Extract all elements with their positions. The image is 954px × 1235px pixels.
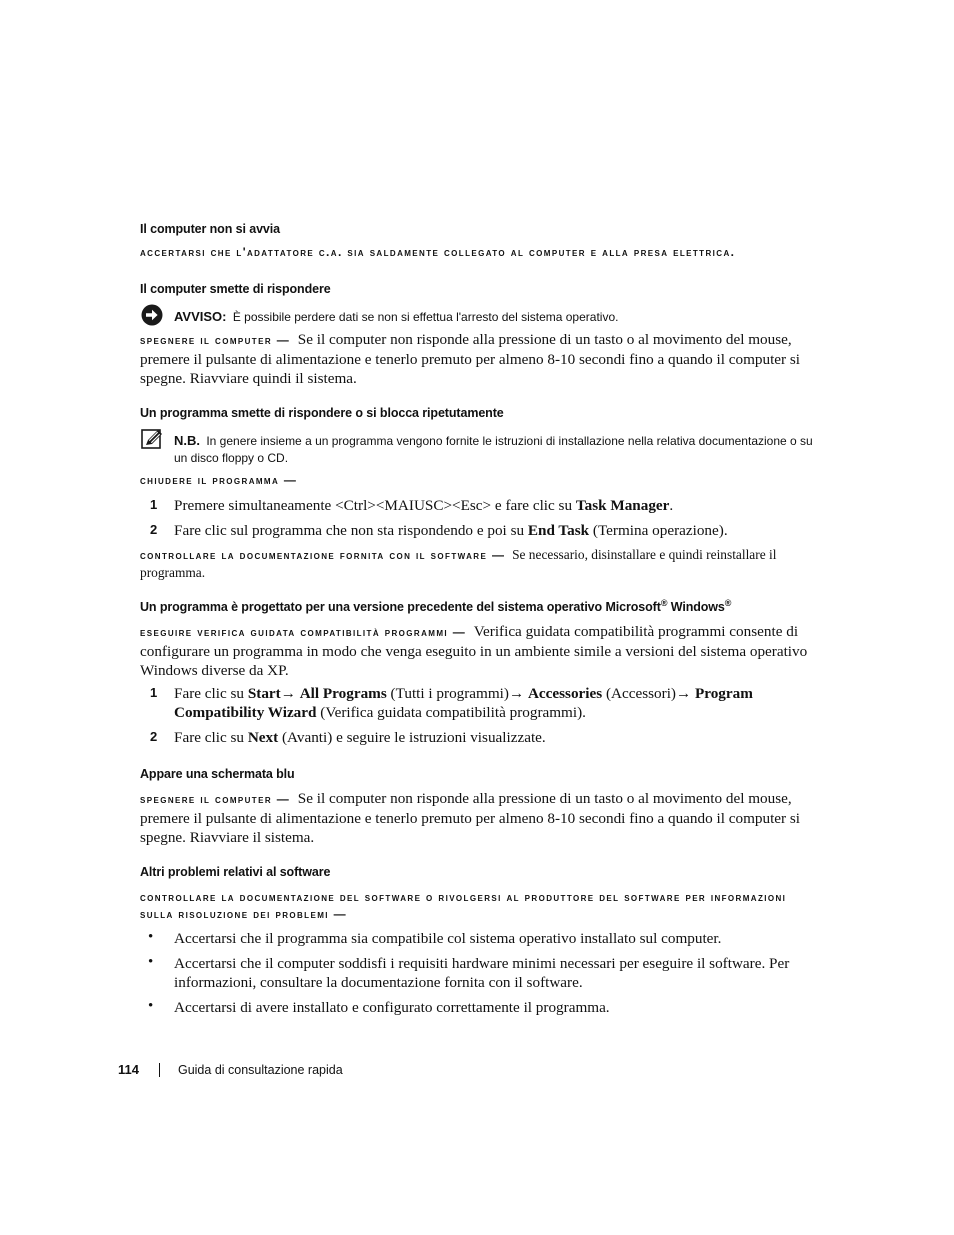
bullet-icon: • xyxy=(148,998,154,1014)
action-chiudere-programma: chiudere il programma — xyxy=(140,473,298,487)
heading-altri-problemi: Altri problemi relativi al software xyxy=(140,865,331,879)
page-footer xyxy=(118,1062,343,1077)
step-program-compatibility-wizard: Fare clic su Start→ All Programs (Tutti i programmi)→ Accessories (Accessori)→ Program Compatibility Wizard (Verifica guidata compatibilità programmi). xyxy=(174,685,753,721)
action-label-spegnere: spegnere il computer — xyxy=(140,792,291,806)
heading-schermata-blu: Appare una schermata blu xyxy=(140,767,295,781)
note-label: N.B. xyxy=(174,433,200,448)
list-item: Accertarsi che il programma sia compatibile col sistema operativo installato sul computer. xyxy=(174,930,722,947)
step-end-task: Fare clic sul programma che non sta rispondendo e poi su End Task (Termina operazione). xyxy=(174,522,728,539)
action-text-verifica: Verifica guidata compatibilità programmi consente di configurare un programma in modo che venga eseguito in un ambiente simile a versioni del sistema operativo Windows diverse da XP. xyxy=(140,623,808,679)
step-number: 1 xyxy=(150,497,158,512)
action-label-spegnere: spegnere il computer — xyxy=(140,333,291,347)
step-task-manager: Premere simultaneamente <Ctrl><MAIUSC><Esc> e fare clic su Task Manager. xyxy=(174,497,674,514)
action-text-spegnere: Se il computer non risponde alla pressione di un tasto o al movimento del mouse, premere il pulsante di alimentazione e tenerlo premuto per almeno 8-10 secondi fino a quando il computer si spegne. Riavviare quindi il sistema. xyxy=(140,331,801,387)
notice-label: AVVISO: xyxy=(174,309,227,324)
bullet-icon: • xyxy=(148,929,154,945)
heading-versione-precedente: Un programma è progettato per una versione precedente del sistema operativo Microsoft® Windows® xyxy=(140,598,732,615)
step-number: 2 xyxy=(150,522,158,537)
footer-title: Guida di consultazione rapida xyxy=(177,1062,343,1077)
note-body: In genere insieme a un programma vengono fornite le istruzioni di installazione nella relativa documentazione o su un disco floppy o CD. xyxy=(174,434,813,465)
notice-body: È possibile perdere dati se non si effettua l'arresto del sistema operativo. xyxy=(232,310,619,324)
bullet-icon: • xyxy=(148,954,154,970)
step-number: 1 xyxy=(150,685,158,700)
paragraph-verifica-compatibilita xyxy=(140,622,812,680)
note-pencil-icon xyxy=(141,428,163,450)
note-text xyxy=(174,432,819,467)
list-item: Accertarsi che il computer soddisfi i requisiti hardware minimi necessari per eseguire il software. Per informazioni, consultare la documentazione fornita con il software. xyxy=(174,955,790,991)
action-label-controllare: controllare la documentazione fornita con il software — xyxy=(140,548,506,562)
paragraph-controllare-documentazione xyxy=(140,546,812,581)
action-label-eseguire: eseguire verifica guidata compatibilità programmi — xyxy=(140,625,467,639)
heading-computer-smette-di-rispondere: Il computer smette di rispondere xyxy=(140,282,331,296)
step-next: Fare clic su Next (Avanti) e seguire le istruzioni visualizzate. xyxy=(174,729,546,746)
heading-computer-non-si-avvia: Il computer non si avvia xyxy=(140,222,281,236)
heading-programma-smette: Un programma smette di rispondere o si blocca ripetutamente xyxy=(140,406,504,420)
action-text-spegnere: Se il computer non risponde alla pressione di un tasto o al movimento del mouse, premere il pulsante di alimentazione e tenerlo premuto per almeno 8-10 secondi fino a quando il computer si spegne. Riavviare il sistema. xyxy=(140,790,801,846)
page-number: 114 xyxy=(118,1062,139,1077)
action-controllare-documentazione-software: controllare la documentazione del software o rivolgersi al produttore del software per informazioni sulla risoluzione dei problemi — xyxy=(140,890,787,921)
action-check-adapter: accertarsi che l'adattatore c.a. sia saldamente collegato al computer e alla presa elettrica. xyxy=(140,245,736,259)
notice-arrow-icon xyxy=(141,304,163,326)
footer-divider xyxy=(159,1063,160,1077)
notice-text xyxy=(174,308,819,326)
action-text-reinstallare: Se necessario, disinstallare e quindi reinstallare il programma. xyxy=(140,547,777,580)
list-item: Accertarsi di avere installato e configurato correttamente il programma. xyxy=(174,999,610,1016)
paragraph-spegnere-computer xyxy=(140,330,812,388)
step-number: 2 xyxy=(150,729,158,744)
paragraph-spegnere-computer-2 xyxy=(140,789,812,847)
